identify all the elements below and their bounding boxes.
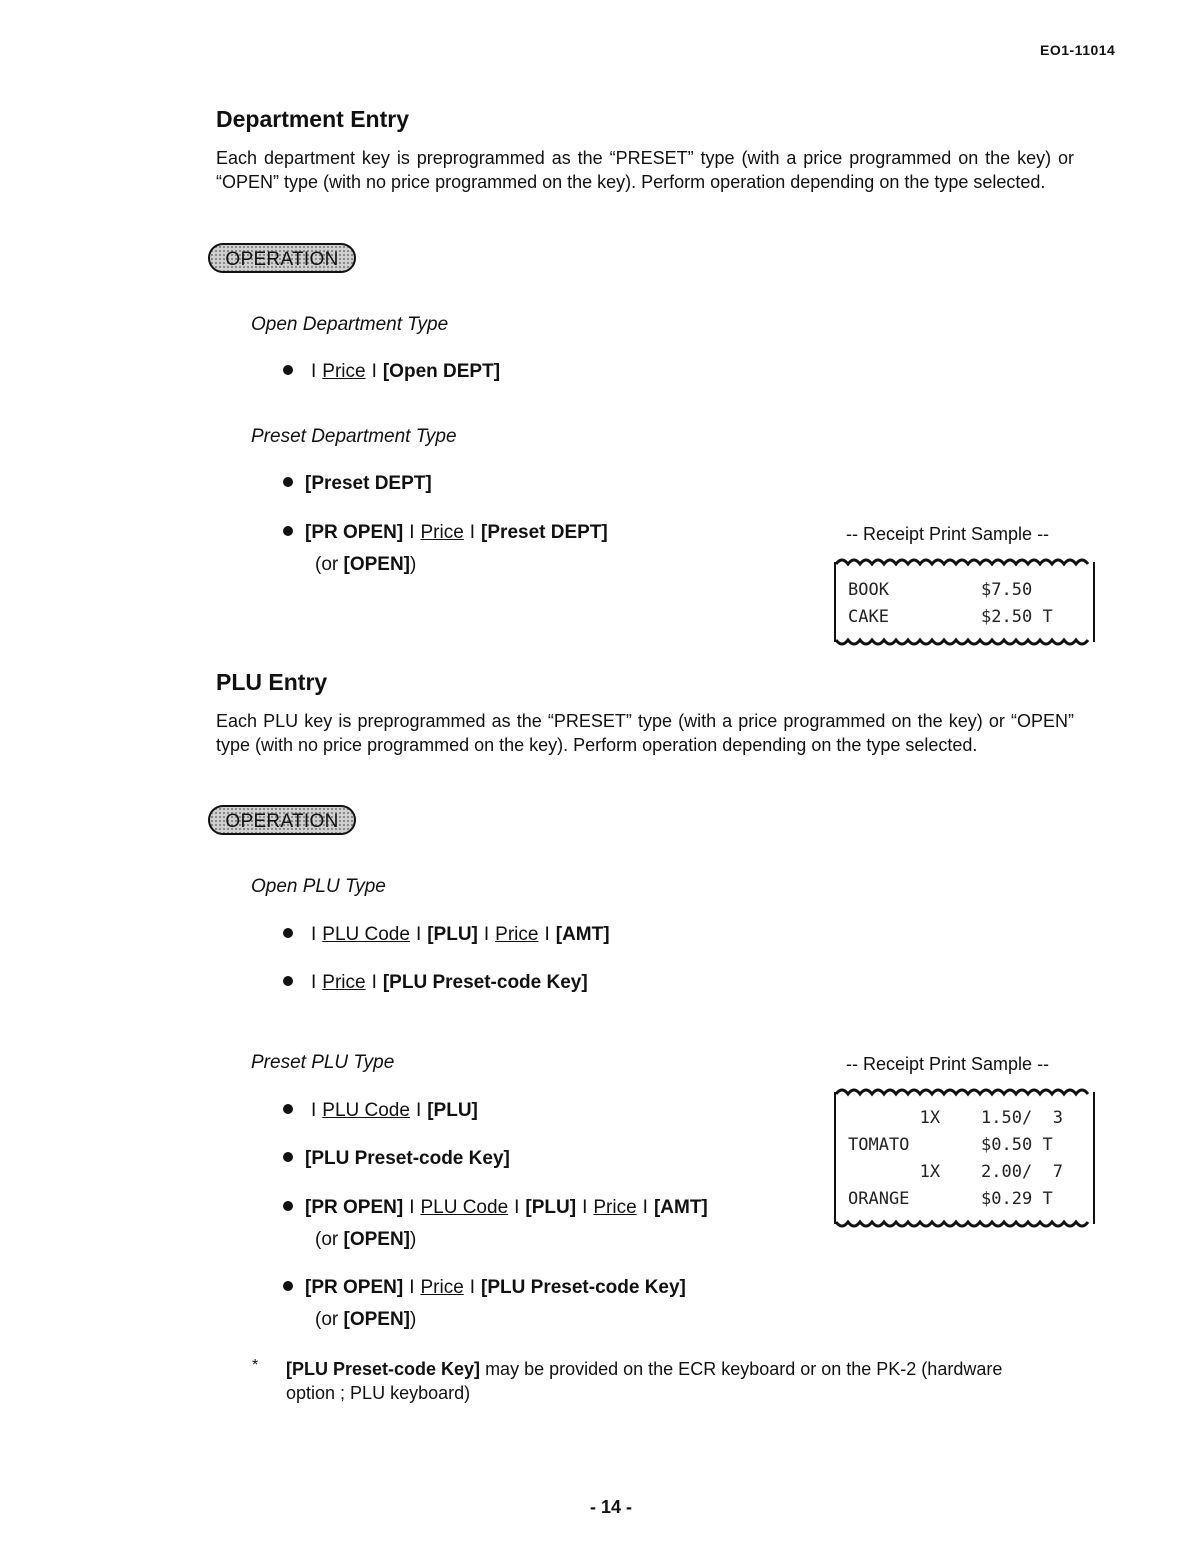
operation-badge: OPERATION <box>208 805 356 835</box>
plu-key: [PLU] <box>427 1100 478 1121</box>
receipt-line: 1X 1.50/ 3 <box>848 1108 1063 1128</box>
bullet-icon <box>283 1104 293 1114</box>
price-input-label: Price <box>495 924 539 945</box>
receipt-line: ORANGE $0.29 T <box>848 1189 1053 1209</box>
preset-plu-type-title: Preset PLU Type <box>251 1052 395 1073</box>
amt-key: [AMT] <box>555 924 610 945</box>
plu-code-input-label: PLU Code <box>322 1100 410 1121</box>
department-entry-description: Each department key is preprogrammed as the “PRESET” type (with a price programmed on the key) or “OPEN” type (with no price programmed on the key). Perform operation depending on the type selected. <box>216 148 1074 192</box>
bullet-icon <box>283 477 293 487</box>
receipt-sample-title: -- Receipt Print Sample -- <box>846 524 1050 544</box>
bullet-icon <box>283 976 293 986</box>
plu-entry-heading: PLU Entry <box>216 669 328 695</box>
plu-receipt-sample <box>832 1086 1098 1232</box>
pr-open-key: [PR OPEN] <box>305 522 404 543</box>
preset-dept-key: [Preset DEPT] <box>305 473 432 494</box>
bullet-icon <box>283 526 293 536</box>
preset-plu-step-2 <box>283 1148 510 1170</box>
price-input-label: Price <box>420 1277 464 1298</box>
plu-code-input-label: PLU Code <box>322 924 410 945</box>
price-input-label: Price <box>593 1197 637 1218</box>
document-id: EO1-11014 <box>1040 42 1116 58</box>
open-plu-step-1: I PLU Code I [PLU] I Price I [AMT] <box>283 924 610 946</box>
open-plu-type-title: Open PLU Type <box>251 876 386 897</box>
open-dept-key: [Open DEPT] <box>382 361 501 382</box>
open-department-step: I Price I [Open DEPT] <box>283 361 500 383</box>
bullet-icon <box>283 365 293 375</box>
footnote-marker: * <box>252 1357 259 1374</box>
receipt-line: TOMATO $0.50 T <box>848 1135 1053 1155</box>
preset-department-step-2: [PR OPEN] I Price I [Preset DEPT] <box>283 522 608 544</box>
receipt-line: 1X 2.00/ 7 <box>848 1162 1063 1182</box>
price-input-label: Price <box>322 972 366 993</box>
operation-badge: OPERATION <box>208 243 356 273</box>
preset-department-type-title: Preset Department Type <box>251 426 457 447</box>
pr-open-key: [PR OPEN] <box>305 1197 404 1218</box>
receipt-line: BOOK $7.50 <box>848 580 1033 600</box>
footnote: [PLU Preset-code Key] may be provided on the ECR keyboard or on the PK-2 (hardware option ; PLU keyboard) <box>286 1359 1003 1403</box>
receipt-line: CAKE $2.50 T <box>848 607 1053 627</box>
or-open-alternative: (or [OPEN]) <box>315 1309 417 1330</box>
preset-plu-step-1: I PLU Code I [PLU] <box>283 1100 478 1122</box>
plu-preset-code-key: [PLU Preset-code Key] <box>305 1148 510 1169</box>
open-department-type-title: Open Department Type <box>251 314 449 335</box>
preset-plu-step-4: [PR OPEN] I Price I [PLU Preset-code Key] <box>283 1277 686 1299</box>
price-input-label: Price <box>322 361 366 382</box>
bullet-icon <box>283 1201 293 1211</box>
bullet-icon <box>283 1281 293 1291</box>
page-number: - 14 - <box>590 1497 633 1517</box>
plu-preset-code-key: [PLU Preset-code Key] <box>382 972 588 993</box>
preset-dept-key: [Preset DEPT] <box>481 522 608 543</box>
plu-key: [PLU] <box>427 924 478 945</box>
department-entry-heading: Department Entry <box>216 106 409 132</box>
bullet-icon <box>283 1152 293 1162</box>
receipt-sample-title: -- Receipt Print Sample -- <box>846 1054 1050 1074</box>
or-open-alternative: (or [OPEN]) <box>315 1229 417 1250</box>
preset-plu-step-3: [PR OPEN] I PLU Code I [PLU] I Price I [AMT] <box>283 1197 708 1219</box>
pr-open-key: [PR OPEN] <box>305 1277 404 1298</box>
plu-code-input-label: PLU Code <box>420 1197 509 1218</box>
department-receipt-sample <box>832 556 1098 650</box>
open-plu-step-2: I Price I [PLU Preset-code Key] <box>283 972 588 994</box>
or-open-alternative: (or [OPEN]) <box>315 554 417 575</box>
price-input-label: Price <box>420 522 464 543</box>
bullet-icon <box>283 928 293 938</box>
plu-preset-code-key: [PLU Preset-code Key] <box>481 1277 686 1298</box>
plu-entry-description: Each PLU key is preprogrammed as the “PRESET” type (with a price programmed on the key) or “OPEN” type (with no price programmed on the key). Perform operation depending on the type selected. <box>216 711 1074 755</box>
plu-key: [PLU] <box>525 1197 577 1218</box>
amt-key: [AMT] <box>653 1197 708 1218</box>
receipt-outline <box>832 556 1098 650</box>
preset-department-step-1 <box>283 473 432 495</box>
